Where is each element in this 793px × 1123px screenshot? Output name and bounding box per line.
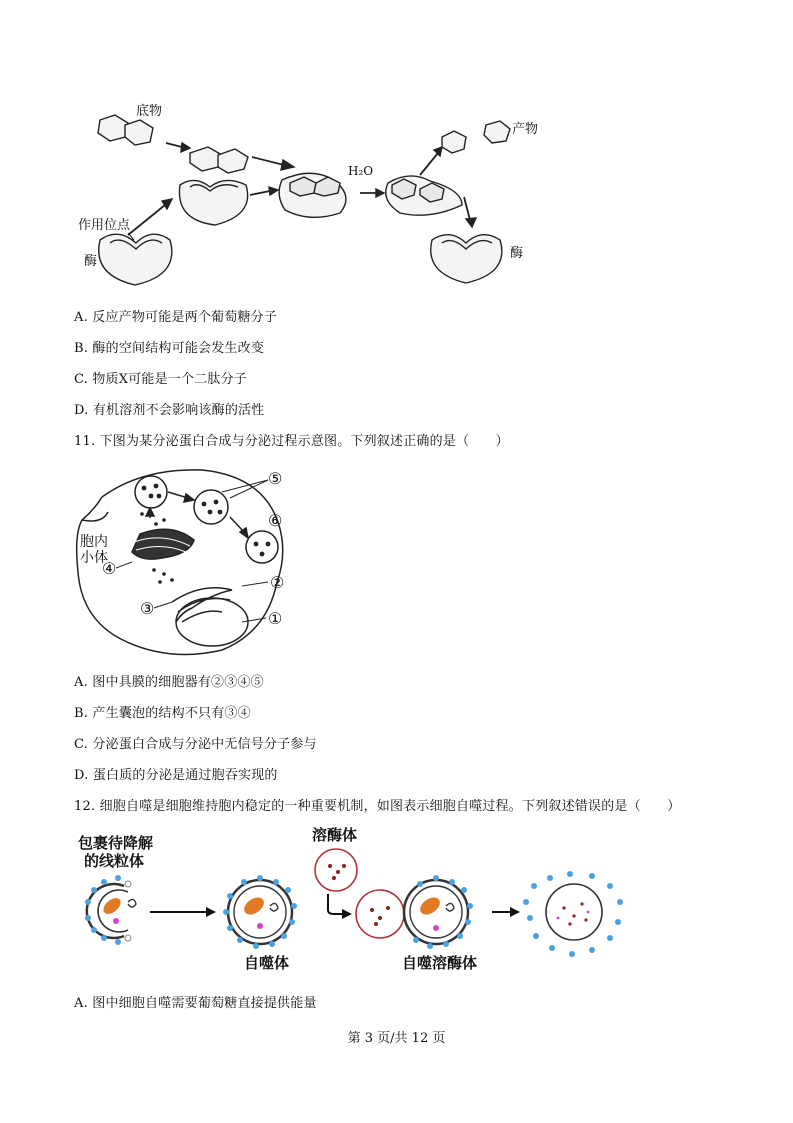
- substrate-shape-2: [190, 147, 248, 173]
- substrate-label: 底物: [136, 104, 163, 119]
- enzyme-substrate-complex: [279, 173, 346, 217]
- cell-label-line1: 胞内: [80, 534, 108, 550]
- enzyme-left-label: 酶: [84, 254, 98, 269]
- q10-option-c: C. 物质X可能是一个二肽分子: [74, 372, 248, 387]
- q10-option-a: A. 反应产物可能是两个葡萄糖分子: [74, 310, 278, 325]
- label-2: ②: [270, 573, 285, 592]
- q11-option-d: D. 蛋白质的分泌是通过胞吞实现的: [74, 768, 278, 783]
- q12-option-a: A. 图中细胞自噬需要葡萄糖直接提供能量: [74, 996, 317, 1011]
- water-label: H₂O: [348, 164, 374, 178]
- autophagosome-label: 自噬体: [244, 954, 290, 972]
- q10-option-d: D. 有机溶剂不会影响该酶的活性: [74, 403, 265, 418]
- product-shape-2: [484, 121, 510, 143]
- nucleus: [176, 598, 248, 646]
- q11-option-c: C. 分泌蛋白合成与分泌中无信号分子参与: [74, 737, 317, 752]
- wrap-label-line1: 包裹待降解: [78, 834, 154, 852]
- autolysosome-label: 自噬溶酶体: [402, 954, 478, 972]
- degraded-vesicle: [546, 884, 602, 940]
- q11-stem: 11. 下图为某分泌蛋白合成与分泌过程示意图。下列叙述正确的是（ ）: [74, 434, 509, 449]
- label-1: ①: [268, 609, 283, 628]
- cell-label-line2: 小体: [80, 550, 108, 566]
- q10-option-b: B. 酶的空间结构可能会发生改变: [74, 341, 265, 356]
- lysosome: [315, 849, 357, 891]
- active-site-label: 作用位点: [78, 218, 131, 233]
- vesicle-3: [246, 531, 278, 563]
- page-footer: 第 3 页/共 12 页: [347, 1031, 446, 1046]
- q11-option-a: A. 图中具膜的细胞器有②③④⑤: [74, 675, 264, 690]
- product-shape-1: [442, 131, 466, 153]
- substrate-shape: [98, 115, 153, 145]
- lysosome-label: 溶酶体: [312, 826, 358, 844]
- label-4: ④: [102, 559, 117, 578]
- label-6: ⑥: [268, 511, 283, 530]
- vesicle-1: [135, 476, 167, 508]
- autophagy-figure: [74, 826, 634, 976]
- label-3: ③: [140, 599, 155, 618]
- enzyme-reaction-figure: [70, 95, 550, 295]
- secretion-figure: [72, 462, 297, 662]
- vesicle-2: [194, 490, 228, 524]
- label-5: ⑤: [268, 469, 283, 488]
- q12-stem: 12. 细胞自噬是细胞维持胞内稳定的一种重要机制，如图表示细胞自噬过程。下列叙述错误的是（ ）: [74, 799, 681, 814]
- q11-option-b: B. 产生囊泡的结构不只有③④: [74, 706, 251, 721]
- product-label: 产物: [512, 122, 539, 137]
- wrap-label-line2: 的线粒体: [84, 852, 145, 870]
- golgi: [132, 529, 194, 559]
- enzyme-right-label: 酶: [510, 246, 524, 261]
- mitochondrion-1: [100, 895, 123, 917]
